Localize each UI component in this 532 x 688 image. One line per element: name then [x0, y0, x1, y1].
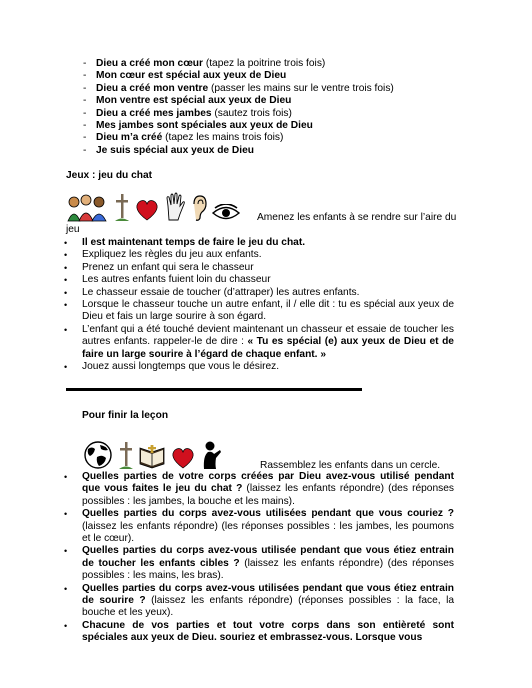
heart-icon: [170, 446, 196, 470]
list-item: - Mon cœur est spécial aux yeux de Dieu: [83, 70, 287, 82]
hand-icon: [164, 192, 186, 222]
list-item: - Dieu a créé mes jambes (sautez trois fois): [83, 107, 292, 119]
list-item: • Quelles parties du corps avez-vous utilisées pendant que vous couriez ? (laissez les enfants répondre) (les réponses possibles : les jambes, les poumons et le cœur).: [64, 508, 454, 545]
dash-list: [83, 58, 483, 157]
list-item: • Jouez aussi longtemps que vous le désirez.: [64, 361, 280, 373]
section-title-jeux: Jeux : jeu du chat: [66, 170, 153, 181]
list-item: • Chacune de vos parties et tout votre corps dans son entièreté sont spéciales aux yeux de Dieu. souriez et embrassez-vous. Lorsque vous: [64, 619, 454, 644]
praying-person-icon: [200, 440, 226, 470]
list-item: - Je suis spécial aux yeux de Dieu: [83, 144, 254, 156]
icon-row-1: [66, 186, 240, 222]
children-group-icon: [66, 194, 110, 222]
list-item: • Quelles parties du corps avez-vous utilisées pendant que vous étiez entrain de sourire ? (laissez les enfants répondre) (réponses possibles : la face, la bouche et les yeux).: [64, 582, 454, 619]
list-item: • Prenez un enfant qui sera le chasseur: [64, 261, 254, 273]
questions-list: [64, 471, 454, 645]
eye-icon: [212, 204, 240, 222]
icons-caption-2: Rassemblez les enfants dans un cercle.: [260, 460, 441, 471]
list-item: • Expliquez les règles du jeu aux enfants.: [64, 249, 262, 261]
list-item: - Dieu m’a créé (tapez les mains trois fois): [83, 132, 284, 144]
icons-caption: Amenez les enfants à se rendre sur l’aire du: [257, 212, 457, 223]
section-title-finir: Pour finir la leçon: [82, 410, 169, 421]
list-item: • L’enfant qui a été touché devient maintenant un chasseur et essaie de toucher les autres enfants. rappeler-le de dire : « Tu es spécial (e) aux yeux de Dieu et de faire un large sourire à l’égard de chaque enfant. »: [64, 323, 454, 360]
list-item: • Lorsque le chasseur touche un autre enfant, il / elle dit : tu es spécial aux yeux de Dieu et fais un large sourire à son égard.: [64, 299, 454, 323]
heart-icon: [134, 198, 160, 222]
cross-icon: [114, 192, 130, 222]
list-item: • Il est maintenant temps de faire le jeu du chat.: [64, 237, 306, 248]
icons-caption-cont: jeu: [66, 224, 80, 235]
list-item: - Dieu a créé mon ventre (passer les mains sur le ventre trois fois): [83, 82, 394, 94]
bible-icon: [138, 442, 166, 470]
list-item: - Mon ventre est spécial aux yeux de Dieu: [83, 95, 292, 107]
list-item: - Mes jambes sont spéciales aux yeux de Dieu: [83, 119, 313, 131]
ear-icon: [190, 194, 208, 222]
divider: [66, 388, 362, 391]
icon-row-2: [82, 434, 226, 470]
globe-icon: [82, 440, 114, 470]
list-item: • Les autres enfants fuient loin du chasseur: [64, 274, 271, 286]
list-item: • Le chasseur essaie de toucher (d’attraper) les autres enfants.: [64, 286, 360, 298]
list-item: • Quelles parties du corps avez-vous utilisée pendant que vous étiez entrain de toucher les enfants cibles ? (laissez les enfants répondre) (des réponses possibles : les mains, les bras).: [64, 545, 454, 582]
list-item: • Quelles parties de votre corps créées par Dieu avez-vous utilisé pendant que vous faites le jeu du chat ? (laissez les enfants répondre) (des réponses possibles : les jambes, la bouche et les mains).: [64, 471, 454, 507]
game-bullet-list: [64, 237, 454, 373]
cross-icon: [118, 440, 134, 470]
list-item: - Dieu a créé mon cœur (tapez la poitrine trois fois): [83, 58, 326, 69]
